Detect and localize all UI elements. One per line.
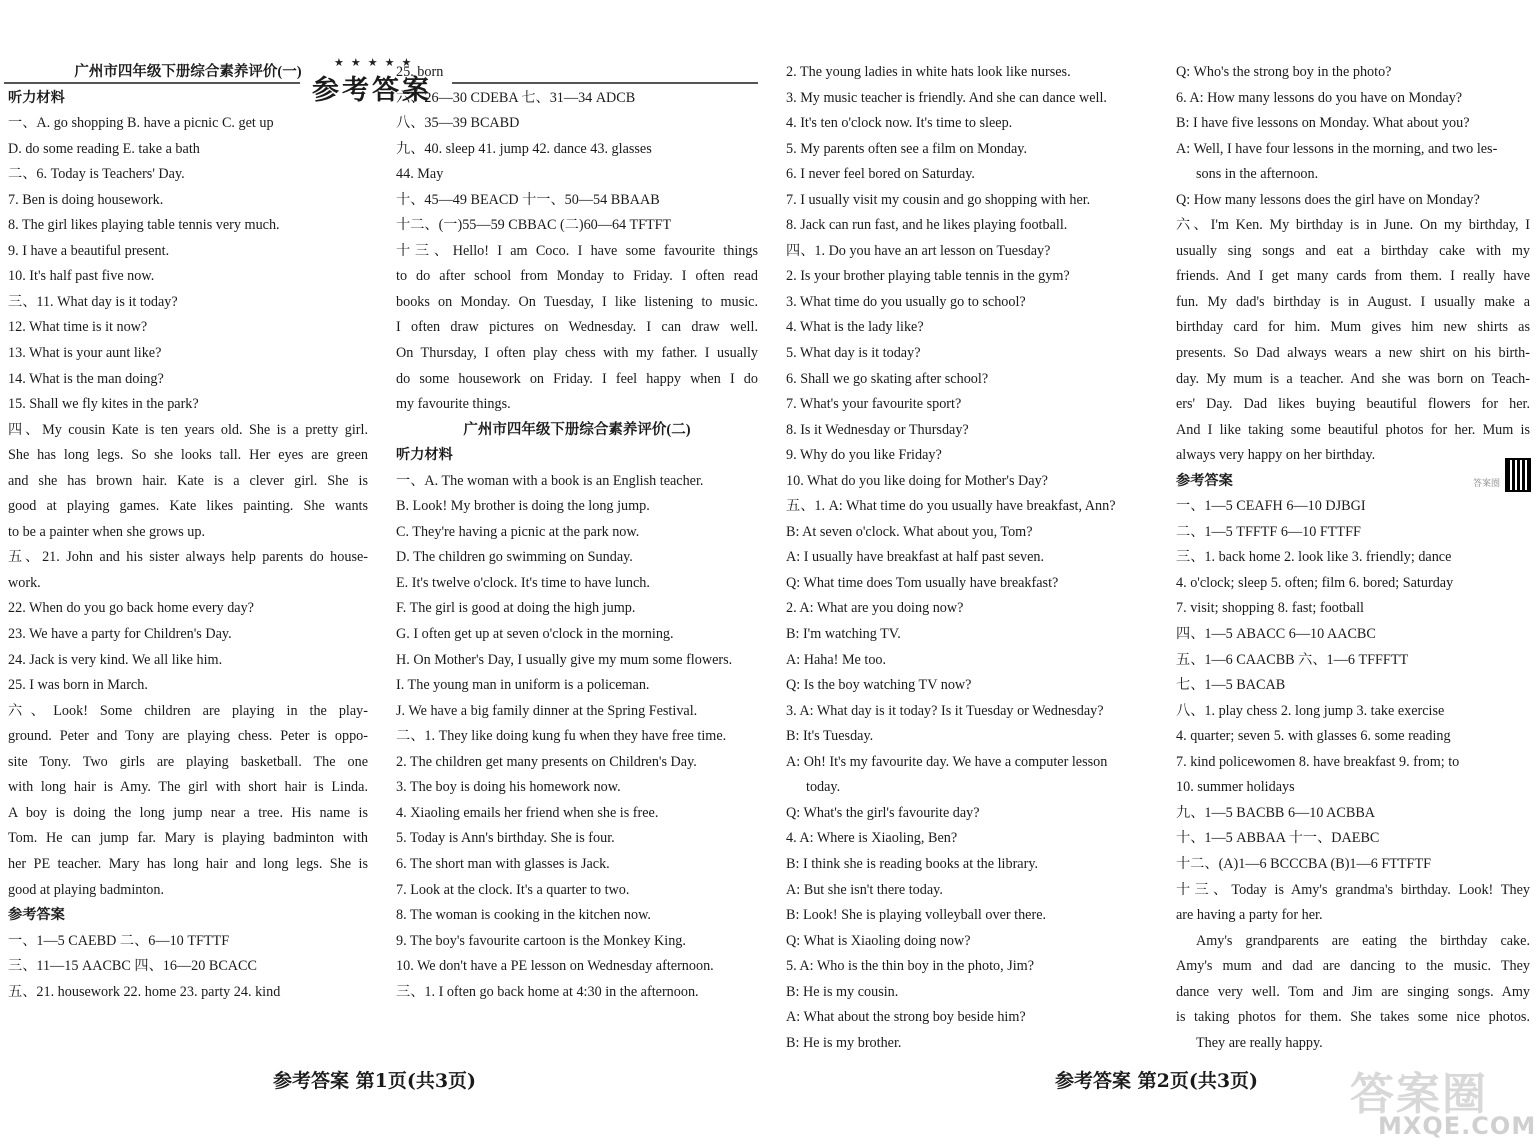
text-line: Q: How many lessons does the girl have on Monday? <box>1176 191 1480 208</box>
text-line: Q: What time does Tom usually have breakfast? <box>786 574 1059 591</box>
section-label: 参考答案 <box>8 907 65 924</box>
text-line: 四、My cousin Kate is ten years old. She is a pretty girl. <box>8 421 368 438</box>
column-1 <box>8 60 368 1005</box>
footer-page-1: 参考答案 第1页(共3页) <box>273 1070 477 1092</box>
text-line: is taking photos for them. She takes some nice photos. <box>1176 1009 1530 1026</box>
text-line: 二、1. They like doing kung fu when they have free time. <box>396 728 727 745</box>
text-line: Amy's mum and dad are dancing to the music. They <box>1176 958 1530 975</box>
text-line: H. On Mother's Day, I usually give my mum some flowers. <box>396 651 733 668</box>
text-line: 2. Is your brother playing table tennis in the gym? <box>786 268 1070 285</box>
text-line: 五、1. A: What time do you usually have breakfast, Ann? <box>786 498 1116 515</box>
text-line: 六、Look! Some children are playing in the play- <box>8 702 368 719</box>
text-line: 8. Jack can run fast, and he likes playing football. <box>786 217 1068 234</box>
text-line: ers' Day. Dad likes buying beautiful flowers for her. <box>1176 396 1530 413</box>
text-line: 二、1—5 TFFTF 6—10 FTTFF <box>1176 523 1361 540</box>
text-line: 3. The boy is doing his homework now. <box>396 779 621 796</box>
text-line: 十三、Hello! I am Coco. I have some favourite things <box>396 242 758 259</box>
text-line: 5. My parents often see a film on Monday. <box>786 140 1027 157</box>
section-heading: 广州市四年级下册综合素养评价(二) <box>463 421 691 438</box>
text-line: D. The children go swimming on Sunday. <box>396 549 633 566</box>
text-line: 九、1—5 BACBB 6—10 ACBBA <box>1176 804 1376 821</box>
text-line: B: He is my brother. <box>786 1034 902 1051</box>
text-line: 五、1—6 CAACBB 六、1—6 TFFFTT <box>1176 651 1409 668</box>
text-line: 八、1. play chess 2. long jump 3. take exercise <box>1176 702 1445 719</box>
text-line: 十二、(A)1—6 BCCCBA (B)1—6 FTTFTF <box>1176 855 1432 872</box>
text-line: good at playing games. Kate likes painting. She wants <box>8 498 368 515</box>
text-line: Q: What's the girl's favourite day? <box>786 804 980 821</box>
text-line: 9. The boy's favourite cartoon is the Monkey King. <box>396 932 686 949</box>
text-line: 10. It's half past five now. <box>8 268 155 285</box>
text-line: usually sing songs and eat a birthday cake with my <box>1176 242 1530 259</box>
text-line: 十、45—49 BEACD 十一、50—54 BBAAB <box>396 191 660 208</box>
text-line: D. do some reading E. take a bath <box>8 140 200 157</box>
text-line: to be a painter when she grows up. <box>8 523 205 540</box>
text-line: B: I think she is reading books at the library. <box>786 855 1039 872</box>
text-line: 8. Is it Wednesday or Thursday? <box>786 421 969 438</box>
text-line: 2. The young ladies in white hats look like nurses. <box>786 64 1071 80</box>
text-line: 三、1. I often go back home at 4:30 in the afternoon. <box>396 983 699 1000</box>
text-line: site Tony. Two girls are playing basketball. The one <box>8 753 368 770</box>
text-line: fun. My dad's birthday is in August. I usually make a <box>1176 293 1530 310</box>
text-line: 六、26—30 CDEBA 七、31—34 ADCB <box>396 89 636 106</box>
text-line: 2. The children get many presents on Children's Day. <box>396 753 697 770</box>
text-line: 二、6. Today is Teachers' Day. <box>8 166 185 183</box>
text-line: I often draw pictures on Wednesday. I can draw well. <box>396 319 758 336</box>
text-line: I. The young man in uniform is a policeman. <box>396 677 650 694</box>
text-line: 十、1—5 ABBAA 十一、DAEBC <box>1176 830 1380 847</box>
text-line: good at playing badminton. <box>8 881 165 898</box>
text-line: 三、1. back home 2. look like 3. friendly; dance <box>1176 549 1452 566</box>
text-line: Q: Is the boy watching TV now? <box>786 677 972 694</box>
text-line: G. I often get up at seven o'clock in the morning. <box>396 626 674 643</box>
text-line: her PE teacher. Mary has long hair and long legs. She is <box>8 855 368 872</box>
text-line: 十二、(一)55—59 CBBAC (二)60—64 TFTFT <box>396 217 672 234</box>
text-line: 六、I'm Ken. My birthday is in June. On my birthday, I <box>1176 217 1530 234</box>
qr-code-icon <box>1505 458 1531 492</box>
text-line: and she has brown hair. Kate is a clever girl. She is <box>8 472 368 489</box>
text-line: 3. A: What day is it today? Is it Tuesday or Wednesday? <box>786 702 1104 719</box>
text-line: A: What about the strong boy beside him? <box>786 1009 1026 1026</box>
text-line: 7. What's your favourite sport? <box>786 396 962 413</box>
column-3 <box>786 60 1146 1056</box>
text-line: 7. Ben is doing housework. <box>8 191 164 208</box>
text-line: today. <box>806 779 841 796</box>
text-line: A: Haha! Me too. <box>786 651 887 668</box>
text-line: B: He is my cousin. <box>786 983 899 1000</box>
text-line: 3. What time do you usually go to school? <box>786 293 1026 310</box>
text-line: And I like taking some beautiful photos for her. Mum is <box>1176 421 1530 438</box>
text-line: J. We have a big family dinner at the Spring Festival. <box>396 702 698 719</box>
text-line: 6. A: How many lessons do you have on Monday? <box>1176 89 1463 106</box>
text-line: 4. Xiaoling emails her friend when she is free. <box>396 804 659 821</box>
header-stars: ★★★★★ <box>334 57 419 69</box>
text-line: ground. Peter and Tony are playing chess. Peter is oppo- <box>8 728 368 745</box>
text-line: 13. What is your aunt like? <box>8 345 162 362</box>
text-line: 10. What do you like doing for Mother's Day? <box>786 472 1048 489</box>
text-line: 一、A. go shopping B. have a picnic C. get up <box>8 115 274 132</box>
text-line: A: I usually have breakfast at half past seven. <box>786 549 1045 566</box>
text-line: B: At seven o'clock. What about you, Tom? <box>786 523 1033 540</box>
text-line: A boy is doing the long jump near a tree. His name is <box>8 804 368 821</box>
text-line: 7. kind policewomen 8. have breakfast 9. from; to <box>1176 753 1460 770</box>
text-line: 2. A: What are you doing now? <box>786 600 964 617</box>
text-line: 5. What day is it today? <box>786 345 921 362</box>
text-line: F. The girl is good at doing the high jump. <box>396 600 636 617</box>
text-line: B: It's Tuesday. <box>786 728 874 745</box>
text-line: 7. visit; shopping 8. fast; football <box>1176 600 1364 617</box>
text-line: 五、21. housework 22. home 23. party 24. kind <box>8 983 281 1000</box>
text-line: Q: What is Xiaoling doing now? <box>786 932 971 949</box>
watermark-logo: 答案圈 <box>1350 1069 1488 1120</box>
text-line: 一、1—5 CAEBD 二、6—10 TFTTF <box>8 932 230 949</box>
text-line: She has long legs. So she looks tall. Her eyes are green <box>8 447 368 464</box>
text-line: presents. So Dad always wears a new shirt on his birth- <box>1176 345 1530 362</box>
text-line: are having a party for her. <box>1176 907 1323 924</box>
text-line: 5. A: Who is the thin boy in the photo, Jim? <box>786 958 1035 975</box>
text-line: birthday card for him. Mum gives him new shirts as <box>1176 319 1530 336</box>
column-2 <box>396 60 758 1005</box>
text-line: B: I'm watching TV. <box>786 626 901 643</box>
text-line: 22. When do you go back home every day? <box>8 600 254 617</box>
text-line: day. My mum is a teacher. And she was born on Teach- <box>1176 370 1530 387</box>
text-line: 3. My music teacher is friendly. And she can dance well. <box>786 89 1107 106</box>
text-line: 24. Jack is very kind. We all like him. <box>8 651 223 668</box>
footer-page-2: 参考答案 第2页(共3页) <box>1055 1070 1259 1092</box>
text-line: Amy's grandparents are eating the birthday cake. <box>1196 932 1530 949</box>
text-line: 4. It's ten o'clock now. It's time to sleep. <box>786 115 1013 132</box>
text-line: C. They're having a picnic at the park now. <box>396 523 640 540</box>
qr-caption: 答案圈 <box>1473 478 1501 488</box>
text-line: 12. What time is it now? <box>8 319 148 336</box>
text-line: dance very well. Tom and Jim are singing songs. Amy <box>1176 983 1530 1000</box>
text-line: books on Monday. On Tuesday, I like listening to music. <box>396 293 758 310</box>
text-line: 23. We have a party for Children's Day. <box>8 626 232 643</box>
text-line: 一、A. The woman with a book is an English teacher. <box>396 472 704 489</box>
text-line: do some housework on Friday. I feel happy when I do <box>396 370 758 387</box>
text-line: 七、1—5 BACAB <box>1176 677 1286 694</box>
text-line: They are really happy. <box>1196 1034 1323 1051</box>
text-line: B: Look! She is playing volleyball over there. <box>786 907 1047 924</box>
text-line: 五、21. John and his sister always help parents do house- <box>8 549 368 566</box>
watermark-url: MXQE.COM <box>1378 1112 1536 1140</box>
text-line: 8. The girl likes playing table tennis very much. <box>8 217 280 234</box>
text-line: 8. The woman is cooking in the kitchen now. <box>396 907 651 924</box>
text-line: 6. The short man with glasses is Jack. <box>396 855 610 872</box>
section-label: 听力材料 <box>396 447 453 464</box>
column-4 <box>1176 60 1530 1056</box>
text-line: 9. Why do you like Friday? <box>786 447 942 464</box>
text-line: 九、40. sleep 41. jump 42. dance 43. glasses <box>396 140 652 157</box>
text-line: 三、11—15 AACBC 四、16—20 BCACC <box>8 958 257 975</box>
text-line: 44. May <box>396 166 444 183</box>
text-line: always very happy on her birthday. <box>1176 447 1376 464</box>
text-line: 四、1—5 ABACC 6—10 AACBC <box>1176 626 1376 643</box>
text-line: 4. o'clock; sleep 5. often; film 6. bored; Saturday <box>1176 574 1454 591</box>
text-line: my favourite things. <box>396 396 511 413</box>
text-line: to do after school from Monday to Friday. I often read <box>396 268 758 285</box>
text-line: with long hair is Amy. The girl with short hair is Linda. <box>8 779 368 796</box>
text-line: Q: Who's the strong boy in the photo? <box>1176 64 1392 80</box>
text-line: sons in the afternoon. <box>1196 166 1319 183</box>
page-title: 参考答案 <box>312 75 432 106</box>
text-line: 15. Shall we fly kites in the park? <box>8 396 199 413</box>
text-line: 十三、Today is Amy's grandma's birthday. Look! They <box>1176 881 1530 898</box>
text-line: friends. And I get many cards from them. I really have <box>1176 268 1530 285</box>
text-line: 6. Shall we go skating after school? <box>786 370 989 387</box>
text-line: Tom. He can jump far. Mary is playing badminton with <box>8 830 368 847</box>
text-line: 10. We don't have a PE lesson on Wednesday afternoon. <box>396 958 714 975</box>
text-line: 4. What is the lady like? <box>786 319 924 336</box>
text-line: B: I have five lessons on Monday. What about you? <box>1176 115 1470 132</box>
text-line: 7. I usually visit my cousin and go shopping with her. <box>786 191 1091 208</box>
text-line: 25. born <box>396 64 444 80</box>
text-line: 10. summer holidays <box>1176 779 1295 796</box>
text-line: 6. I never feel bored on Saturday. <box>786 166 975 183</box>
text-line: A: Well, I have four lessons in the morning, and two les- <box>1176 140 1498 157</box>
text-line: B. Look! My brother is doing the long jump. <box>396 498 650 515</box>
text-line: E. It's twelve o'clock. It's time to have lunch. <box>396 574 650 591</box>
text-line: 四、1. Do you have an art lesson on Tuesday? <box>786 242 1051 259</box>
section-label: 听力材料 <box>8 89 65 106</box>
text-line: On Thursday, I often play chess with my father. I usually <box>396 345 758 362</box>
section-heading: 广州市四年级下册综合素养评价(一) <box>74 64 302 80</box>
text-line: 25. I was born in March. <box>8 677 148 694</box>
text-line: work. <box>8 574 41 591</box>
text-line: 八、35—39 BCABD <box>396 115 520 132</box>
text-line: 一、1—5 CEAFH 6—10 DJBGI <box>1176 498 1366 515</box>
text-line: 14. What is the man doing? <box>8 370 164 387</box>
text-line: 三、11. What day is it today? <box>8 293 178 310</box>
text-line: 4. quarter; seven 5. with glasses 6. some reading <box>1176 728 1451 745</box>
text-line: 9. I have a beautiful present. <box>8 242 170 259</box>
text-line: 5. Today is Ann's birthday. She is four. <box>396 830 615 847</box>
text-line: A: But she isn't there today. <box>786 881 943 898</box>
section-label: 参考答案 <box>1176 472 1233 489</box>
text-line: 4. A: Where is Xiaoling, Ben? <box>786 830 958 847</box>
text-line: 7. Look at the clock. It's a quarter to two. <box>396 881 630 898</box>
text-line: A: Oh! It's my favourite day. We have a computer lesson <box>786 753 1108 770</box>
